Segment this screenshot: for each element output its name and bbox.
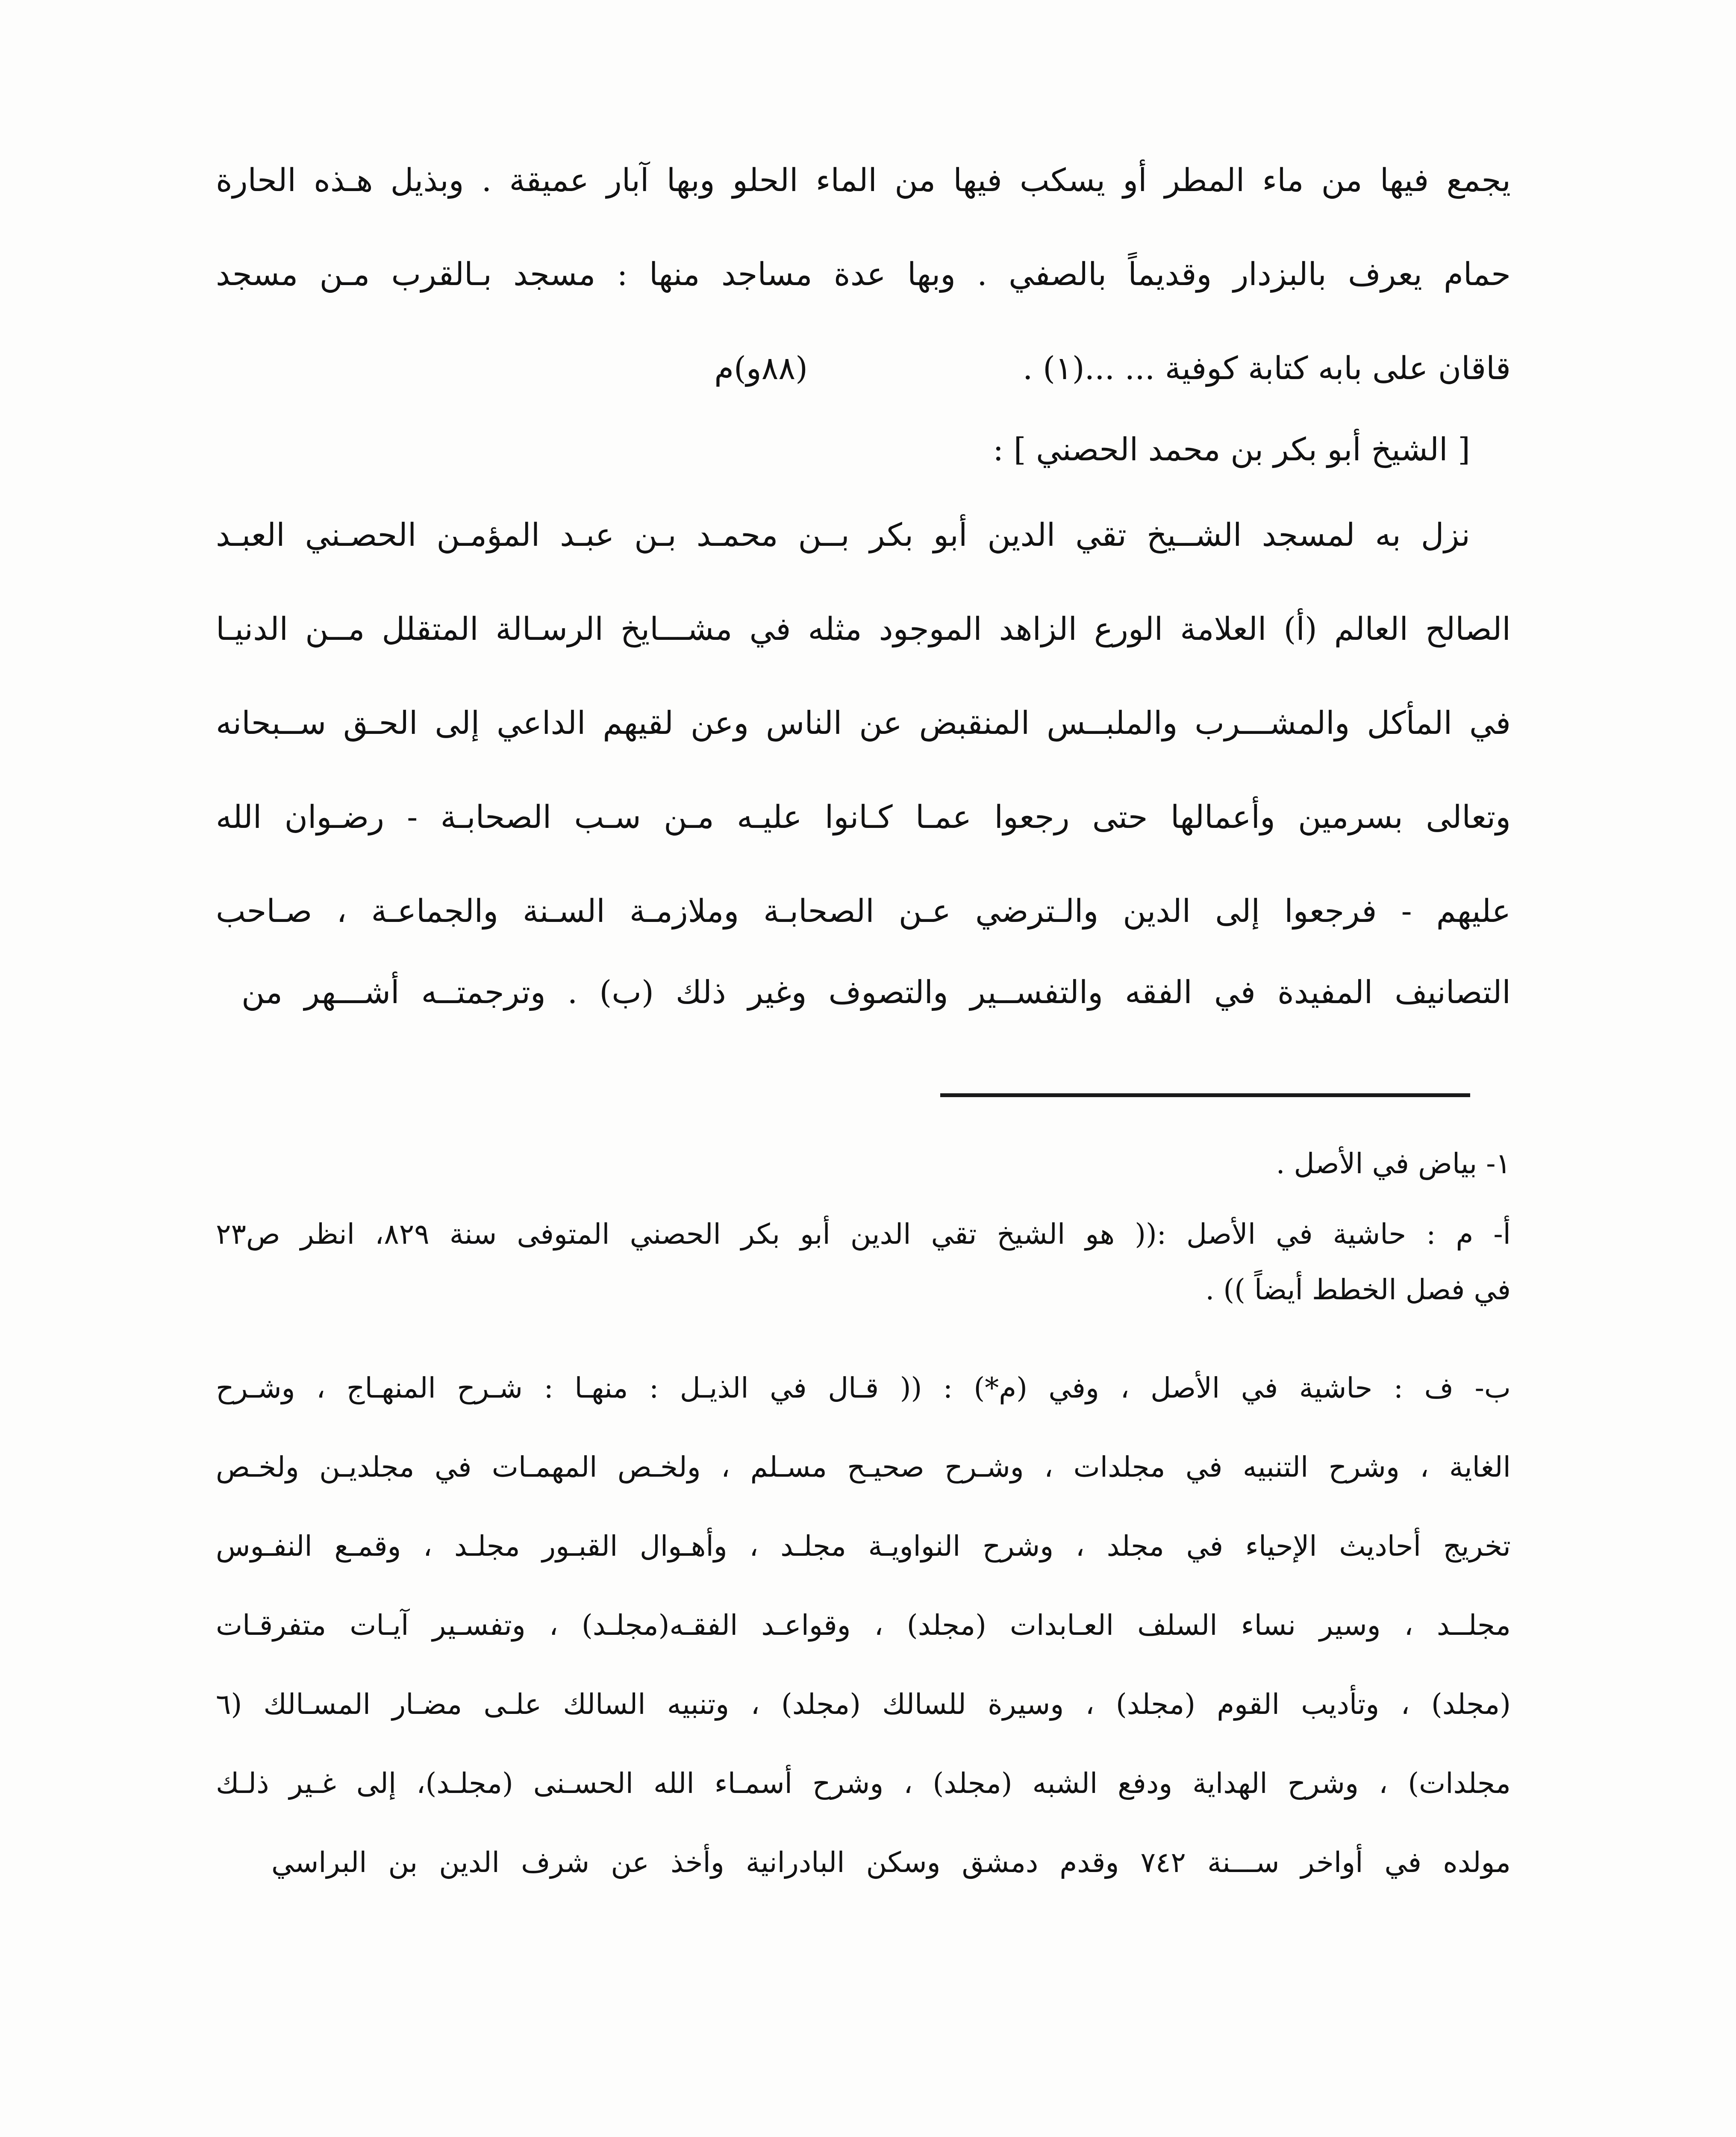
body-line: في المأكل والمشـــرب والملبــس المنقبض عن الناس وعن لقيهم الداعي إلى الحـق ســبحانه xyxy=(216,705,1511,742)
body-line: الصالح العالم (أ) العلامة الورع الزاهد الموجود مثله في مشـــايخ الرسـالة المتقلل مــن الدنيـا xyxy=(216,611,1511,648)
footnote-b-line: مجلــد ، وسير نساء السلف العـابدات (مجلد) ، وقواعـد الفقـه(مجلـد) ، وتفسـير آيـات متفرقـات xyxy=(216,1609,1511,1642)
body-line: قاقان على بابه كتابة كوفية ... ...(١) . xyxy=(1023,350,1511,387)
body-line: وتعالى بسرمين وأعمالها حتى رجعوا عمـا كـانوا عليـه مـن سـب الصحابـة - رضـوان الله xyxy=(216,799,1511,836)
footnote-b-line: مولده في أواخر ســـنة ٧٤٢ وقدم دمشق وسكن البادرانية وأخذ عن شرف الدين بن البراسي xyxy=(271,1846,1511,1879)
footnote-b-line: تخريج أحاديث الإحياء في مجلد ، وشرح النواويـة مجلـد ، وأهـوال القبـور مجلـد ، وقمـع النفـوس xyxy=(216,1530,1511,1563)
footnote-separator xyxy=(940,1093,1470,1097)
footnote-b-line: ب- ف : حاشية في الأصل ، وفي (م*) : (( قـال في الذيـل : منهـا : شـرح المنهـاج ، وشـرح xyxy=(216,1372,1511,1404)
footnote-1: ١- بياض في الأصل . xyxy=(1276,1147,1511,1180)
body-line: نزل به لمسجد الشــيخ تقي الدين أبو بكر بــن محمـد بـن عبـد المؤمـن الحصـني العبـد xyxy=(216,517,1470,553)
folio-marker: (٨٨و)م xyxy=(714,350,808,387)
footnote-a-line: في فصل الخطط أيضاً )) . xyxy=(1205,1273,1511,1306)
footnote-b-line: (مجلد) ، وتأديب القوم (مجلد) ، وسيرة للسالك (مجلد) ، وتنبيه السالك علـى مضـار المسـالك (٦ xyxy=(216,1688,1511,1721)
footnote-b-line: مجلدات) ، وشرح الهداية ودفع الشبه (مجلد) ، وشرح أسمـاء الله الحسـنى (مجلـد)، إلى غـير ذلـك xyxy=(216,1767,1511,1800)
section-heading: [ الشيخ أبو بكر بن محمد الحصني ] : xyxy=(993,431,1470,468)
body-line: حمام يعرف بالبزدار وقديماً بالصفي . وبها عدة مساجد منها : مسجد بـالقرب مـن مسجد xyxy=(216,256,1511,293)
footnote-a-line: أ- م : حاشية في الأصل :(( هو الشيخ تقي الدين أبو بكر الحصني المتوفى سنة ٨٢٩، انظر ص٢٣ xyxy=(216,1218,1511,1251)
body-line: التصانيف المفيدة في الفقه والتفســير والتصوف وغير ذلك (ب) . وترجمتــه أشـــهر من xyxy=(241,974,1511,1011)
footnote-b-line: الغاية ، وشرح التنبيه في مجلدات ، وشـرح صحيـح مسـلم ، ولخـص المهمـات في مجلديـن ولخـص xyxy=(216,1451,1511,1484)
body-line: يجمع فيها من ماء المطر أو يسكب فيها من الماء الحلو وبها آبار عميقة . وبذيل هـذه الحارة xyxy=(216,162,1511,199)
body-line: عليهم - فرجعوا إلى الدين والـترضي عـن الصحابـة وملازمـة السـنة والجماعـة ، صـاحب xyxy=(216,893,1511,930)
